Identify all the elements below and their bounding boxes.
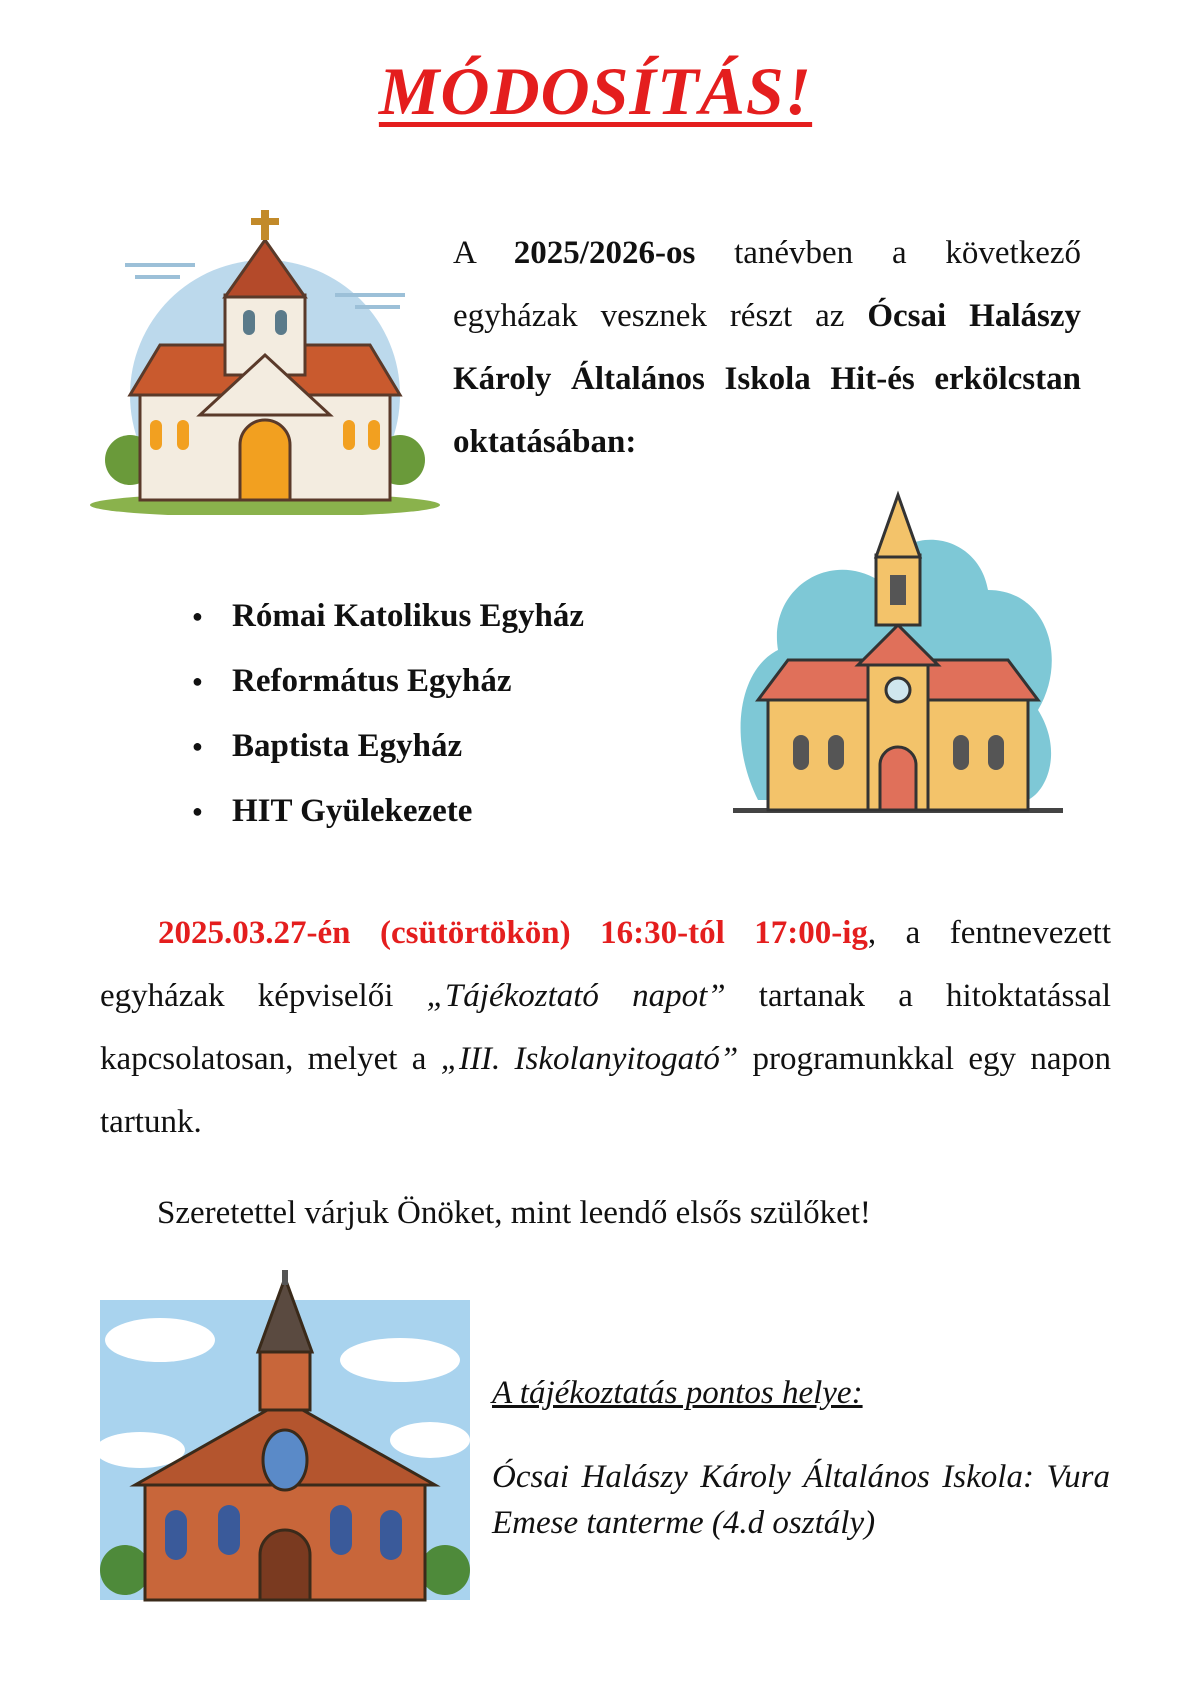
church-illustration-1 [85,205,445,515]
event-quote-1: „Tájékoztató napot” [426,978,726,1014]
location-block [492,1375,1110,1546]
church-illustration-3 [100,1270,470,1610]
intro-mid: tanévben a következő egyházak vesznek részt az [453,235,1081,334]
event-text-3: programunkkal egy napon tartunk. [100,1041,1111,1140]
event-quote-2: „III. Iskolanyitogató” [440,1041,739,1077]
intro-year: 2025/2026-os [513,235,696,271]
event-text-1: , a fentnevezett egyházak képviselői [100,915,1111,1014]
list-item: ● Római Katolikus Egyház [192,598,584,663]
page-title: MÓDOSÍTÁS! [378,53,813,129]
church-illustration-2 [728,490,1068,820]
location-address: Ócsai Halászy Károly Általános Iskola: Vura Emese tanterme (4.d osztály) [492,1459,1110,1541]
event-text-2: tartanak a hitoktatással kapcsolatosan, melyet a [100,978,1112,1077]
list-item: ● Református Egyház [192,663,584,728]
event-paragraph [100,902,1111,1154]
page-title-wrap [0,52,1191,131]
location-label: A tájékoztatás pontos helye: [492,1375,863,1411]
intro-paragraph [453,222,1081,474]
list-item: ● HIT Gyülekezete [192,793,584,858]
list-item: ● Baptista Egyház [192,728,584,793]
intro-pre: A [453,235,514,271]
church-list [192,598,584,858]
greeting: Szeretettel várjuk Önöket, mint leendő elsős szülőket! [157,1195,871,1231]
intro-school: Ócsai Halászy Károly Általános Iskola Hit-és erkölcstan oktatásában: [453,298,1081,460]
event-datetime: 2025.03.27-én (csütörtökön) 16:30-tól 17:00-ig [158,915,868,951]
